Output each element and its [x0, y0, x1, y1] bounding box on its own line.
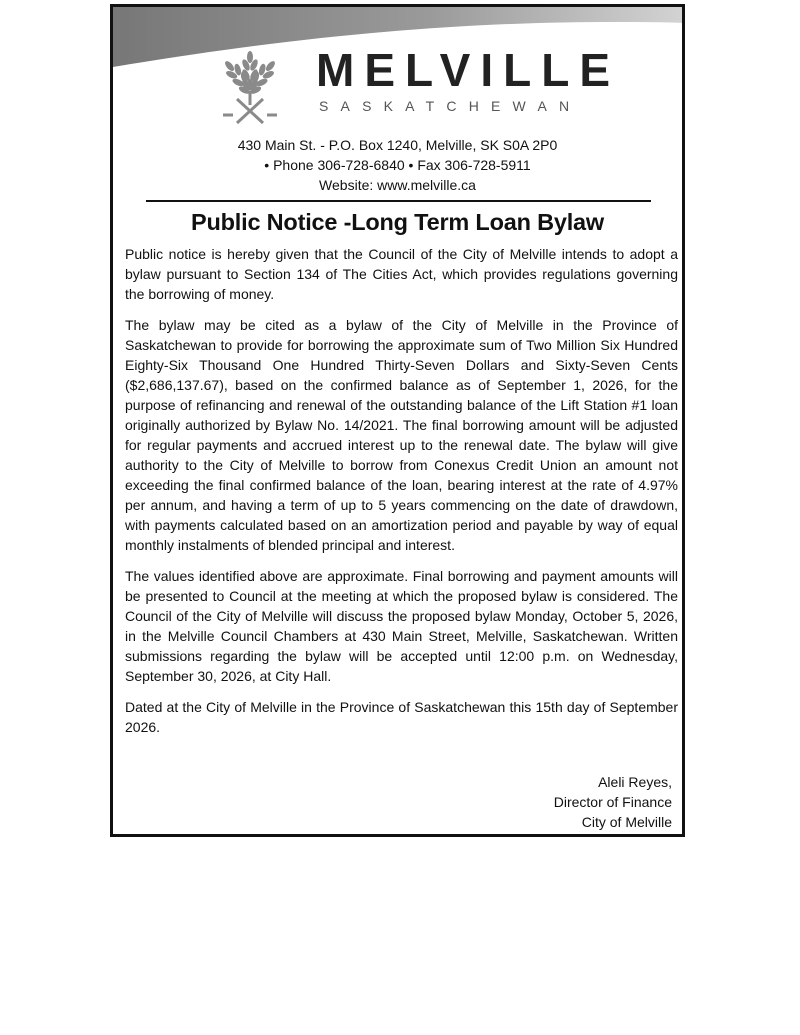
signatory-position: Director of Finance [553, 794, 672, 810]
paragraph-bylaw-details: The bylaw may be cited as a bylaw of the City of Melville in the Province of Saskatchewan to provide for borrowing the approximate sum of Two Million Six Hundred Eighty-Six Thousand One Hundred Thirty-Seven Dollars and Sixty-Seven Cents ($2,686,137.67), based on the confirmed balance as of September 1, 2026, for the purpose of refinancing and renewal of the outstanding balance of the Lift Station #1 loan originally authorized by Bylaw No. 14/2021. The final borrowing amount will be adjusted for regular payments and accrued interest up to the renewal date. The bylaw will give authority to the City of Melville to borrow from Conexus Credit Union an amount not exceeding the final confirmed balance of the loan, bearing interest at the rate of 4.97% per annum, and having a term of up to 5 years commencing on the date of drawdown, with payments calculated based on an amortization period and payable by way of equal monthly instalments of blended principal and interest. [125, 317, 678, 553]
notice-title: Public Notice -Long Term Loan Bylaw [191, 209, 604, 235]
address-line: 430 Main St. - P.O. Box 1240, Melville, SK S0A 2P0 [237, 137, 558, 153]
website-line: Website: www.melville.ca [319, 177, 476, 193]
public-notice [110, 4, 685, 837]
paragraph-meeting: The values identified above are approximate. Final borrowing and payment amounts will be presented to Council at the meeting at which the proposed bylaw is considered. The Council of the City of Melville will discuss the proposed bylaw Monday, October 5, 2026, in the Melville Council Chambers at 430 Main Street, Melville, Saskatchewan. Written submissions regarding the bylaw will be accepted until 12:00 p.m. on Wednesday, September 30, 2026, at City Hall. [125, 568, 678, 684]
notice-body [125, 244, 678, 748]
phone-fax-line: • Phone 306-728-6840 • Fax 306-728-5911 [264, 157, 531, 173]
paragraph-dated: Dated at the City of Melville in the Province of Saskatchewan this 15th day of September 2026. [125, 699, 678, 735]
signature-block [554, 772, 672, 832]
signatory-organization: City of Melville [581, 814, 672, 830]
title-divider [146, 200, 651, 202]
signatory-name: Aleli Reyes, [598, 774, 672, 790]
wheat-sheaf-logo [205, 47, 295, 127]
province-wordmark: SASKATCHEWAN [319, 98, 582, 114]
contact-block [113, 135, 682, 195]
city-wordmark: MELVILLE [316, 44, 621, 96]
paragraph-intent: Public notice is hereby given that the Council of the City of Melville intends to adopt a bylaw pursuant to Section 134 of The Cities Act, which provides regulations governing the borrowing of money. [125, 246, 678, 302]
